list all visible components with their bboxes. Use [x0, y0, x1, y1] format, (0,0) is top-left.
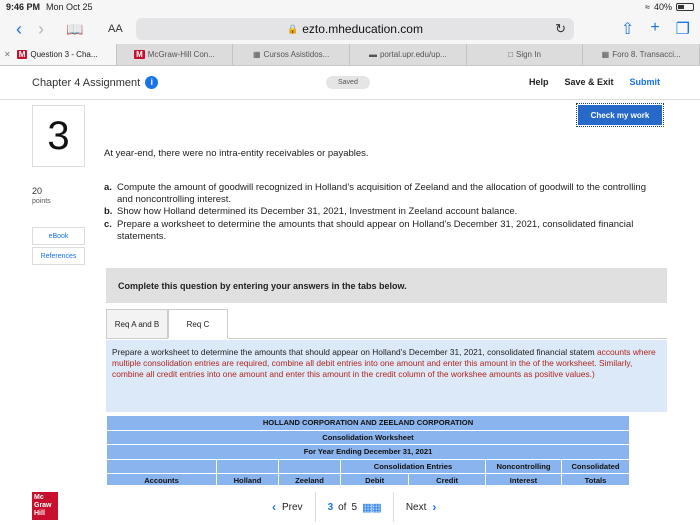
part-b: b. Show how Holland determined its December 31, 2021, Investment in Zeeland account balance. — [104, 206, 518, 218]
header-consolidated: Consolidated — [562, 459, 630, 474]
question-parts — [104, 182, 664, 243]
tab-sign-in[interactable]: □ Sign In — [467, 44, 584, 65]
tab-mcgraw-hill[interactable]: M McGraw-Hill Con... — [117, 44, 234, 65]
tab-req-a-and-b[interactable]: Req A and B — [106, 309, 168, 339]
browser-toolbar — [0, 14, 700, 44]
status-date: Mon Oct 25 — [46, 2, 93, 12]
instruction-note: accounts where multiple consolidation entries are required, combine all debit entries into one amount and enter this amount in the of the worksheet. Similarly, combine all credit entries into one amount and enter this amount in the credit column of the workshee amounts as positive values.) — [112, 347, 656, 379]
back-button[interactable]: ‹ — [16, 18, 22, 39]
lock-icon: 🔒 — [287, 23, 299, 34]
col-interest: Interest — [486, 474, 562, 486]
new-tab-icon[interactable]: + — [650, 19, 660, 36]
question-intro: At year-end, there were no intra-entity receivables or payables. — [104, 148, 369, 159]
status-bar — [0, 0, 700, 14]
site-icon: ▦ — [601, 50, 610, 59]
wifi-icon: ≈ — [645, 2, 650, 12]
mcgraw-hill-logo: Mc Graw Hill — [32, 492, 58, 520]
question-pager — [260, 489, 448, 525]
tab-foro-8[interactable]: ▦ Foro 8. Transacci... — [583, 44, 700, 65]
browser-tabs — [0, 44, 700, 66]
worksheet-subtitle: Consolidation Worksheet — [107, 430, 630, 445]
col-debit: Debit — [341, 474, 409, 486]
worksheet-instructions — [106, 340, 667, 412]
tab-portal-upr[interactable]: ▬ portal.upr.edu/up... — [350, 44, 467, 65]
col-totals: Totals — [562, 474, 630, 486]
part-a: a. Compute the amount of goodwill recognized in Holland’s acquisition of Zeeland and the allocation of goodwill to the controlling and noncontrolling interest. — [104, 182, 646, 206]
status-time: 9:46 PM — [6, 2, 41, 12]
assignment-header — [0, 66, 700, 100]
saved-badge: Saved — [326, 76, 370, 89]
reader-aa-button[interactable]: AA — [108, 23, 123, 35]
consolidation-worksheet — [106, 415, 630, 485]
tabs-overview-icon[interactable]: ❐ — [675, 21, 690, 38]
part-c: c. Prepare a worksheet to determine the amounts that should appear on Holland’s December 31, 2021, consolidated financial statements. — [104, 218, 634, 242]
references-button[interactable]: References — [32, 247, 85, 265]
header-consolidation-entries: Consolidation Entries — [341, 459, 486, 474]
help-link[interactable]: Help — [528, 77, 549, 87]
bookmarks-icon[interactable]: 📖 — [66, 20, 84, 37]
tab-cursos[interactable]: ▦ Cursos Asistidos... — [233, 44, 350, 65]
col-holland: Holland — [217, 474, 279, 486]
header-noncontrolling: Noncontrolling — [486, 459, 562, 474]
forward-button[interactable]: › — [38, 18, 44, 39]
site-icon: ▦ — [252, 50, 261, 59]
ebook-button[interactable]: eBook — [32, 227, 85, 245]
tab-question-3[interactable]: ✕ M Question 3 - Cha... — [0, 44, 117, 65]
points-block — [32, 186, 51, 205]
question-number: 3 — [32, 105, 85, 167]
url-text: ezto.mheducation.com — [302, 22, 423, 36]
requirement-tabs — [106, 309, 228, 339]
submit-link[interactable]: Submit — [629, 77, 660, 87]
grid-icon[interactable]: ▦▦ — [362, 501, 381, 514]
col-credit: Credit — [409, 474, 486, 486]
share-icon[interactable]: ⇧ — [620, 21, 635, 38]
site-icon: ▬ — [368, 50, 377, 59]
save-exit-link[interactable]: Save & Exit — [564, 77, 614, 87]
tab-divider — [228, 338, 667, 339]
col-zeeland: Zeeland — [279, 474, 341, 486]
col-accounts: Accounts — [107, 474, 217, 486]
address-bar[interactable] — [136, 18, 574, 40]
battery-icon — [676, 3, 694, 11]
battery-percent: 40% — [653, 2, 672, 12]
site-icon: □ — [508, 50, 513, 59]
assignment-title: Chapter 4 Assignment — [32, 76, 141, 89]
worksheet-title: HOLLAND CORPORATION AND ZEELAND CORPORATION — [107, 416, 630, 431]
prev-button[interactable]: ‹ Prev — [272, 500, 303, 514]
total-questions: 5 — [351, 501, 358, 513]
mcgraw-logo-icon: M — [18, 50, 26, 59]
instruction-main: Prepare a worksheet to determine the amounts that should appear on Holland’s December 31, 2021, consolidated financial statem — [112, 347, 595, 357]
close-tab-icon[interactable]: ✕ — [4, 50, 11, 59]
check-my-work-button[interactable]: Check my work — [578, 105, 662, 125]
tab-req-c[interactable]: Req C — [168, 309, 228, 339]
reload-icon[interactable]: ↻ — [555, 21, 566, 36]
of-label: of — [338, 501, 347, 513]
points-value: 20 — [32, 186, 43, 196]
complete-instruction: Complete this question by entering your answers in the tabs below. — [106, 268, 667, 303]
current-question: 3 — [327, 501, 334, 513]
chevron-right-icon: › — [432, 500, 437, 514]
page-position[interactable] — [316, 501, 393, 514]
next-button[interactable]: Next › — [405, 500, 437, 514]
mcgraw-logo-icon: M — [136, 50, 143, 59]
points-label: points — [32, 198, 51, 205]
worksheet-period: For Year Ending December 31, 2021 — [107, 445, 630, 460]
chevron-left-icon: ‹ — [272, 500, 276, 514]
info-icon[interactable]: i — [145, 76, 158, 89]
